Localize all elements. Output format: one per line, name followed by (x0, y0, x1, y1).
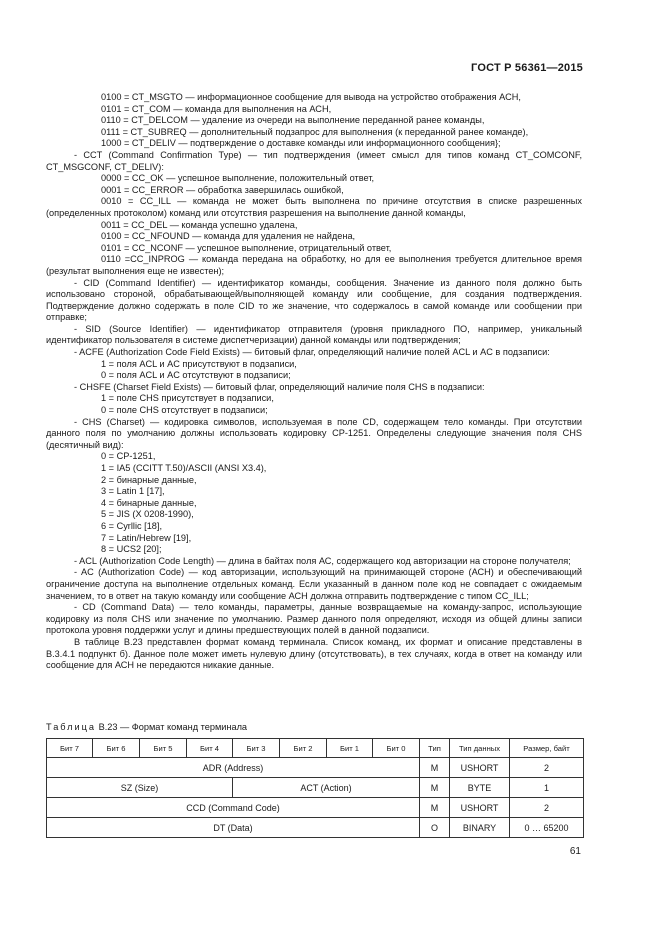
text-line: 0 = CP-1251, (101, 451, 156, 462)
header-cell: Бит 5 (140, 739, 187, 758)
text-line: - ACFE (Authorization Code Field Exists) — битовый флаг, определяющий наличие полей ACL и AC в подзаписи: (74, 347, 550, 358)
size-cell: 1 (510, 778, 584, 798)
type-cell: M (420, 778, 450, 798)
text-line: - CID (Command Identifier) — идентификатор команды, сообщения. Значение из данного поля должно быть использовано стороной, обрабатывающей/выполняющей команду или сообщение, для создания подтверждения. Подтверждение должно содержать в поле CID то же значение, что содержалось в самой команде или сообщении при отправке; (46, 277, 582, 323)
text-line: 0011 = CC_DEL — команда успешно удалена, (101, 219, 298, 230)
text-line: - CHS (Charset) — кодировка символов, используемая в поле CD, содержащем тело команды. При отсутствии данного поля по умолчанию должны использовать кодировку CP-1251. Определены следующие значения поля CHS (десятичный вид): (46, 416, 582, 450)
type-cell: M (420, 758, 450, 778)
type-cell: O (420, 818, 450, 838)
text-line: 0100 = CT_MSGTO — информационное сообщение для вывода на устройство отображения АСН, (101, 92, 521, 102)
text-line: 7 = Latin/Hebrew [19], (101, 532, 192, 543)
table-caption-prefix: Таблица (46, 722, 97, 732)
table-row (47, 778, 584, 798)
text-line: 5 = JIS (X 0208-1990), (101, 509, 194, 520)
text-line: 0001 = CC_ERROR — обработка завершилась ошибкой, (101, 184, 344, 195)
text-line: 1 = IA5 (CCITT T.50)/ASCII (ANSI X3.4), (101, 463, 267, 473)
header-cell: Бит 1 (327, 739, 373, 758)
field-cell: ACT (Action) (233, 778, 420, 798)
text-line: 0101 = CT_COM — команда для выполнения на АСН, (101, 103, 332, 114)
type-cell: M (420, 798, 450, 818)
table-caption (46, 722, 247, 732)
field-cell: CCD (Command Code) (47, 798, 420, 818)
text-line: 0110 =CC_INPROG — команда передана на обработку, но для ее выполнения требуется длительное время (результат выполнения еще не известен); (46, 254, 582, 276)
text-line: - AC (Authorization Code) — код авторизации, использующий на принимающей стороне (АСН) и обеспечивающий ограничение доступа на выполнение отдельных команд. Если указанный в данном поле код не совпадает с ожидаемым значением, то в ответ на такую команду или сообщение АСН должна отправить подтверждение с типом CC_ILL; (46, 567, 582, 601)
text-line: - CHSFE (Charset Field Exists) — битовый флаг, определяющий наличие поля CHS в подзаписи: (74, 381, 485, 392)
header-cell: Бит 2 (280, 739, 327, 758)
field-cell: SZ (Size) (47, 778, 233, 798)
header-cell: Тип данных (450, 739, 510, 758)
text-line: 0110 = CT_DELCOM — удаление из очереди на выполнение переданной ранее команды, (101, 115, 485, 126)
text-line: 6 = Cyrllic [18], (101, 520, 163, 531)
text-line: 0101 = CC_NCONF — успешное выполнение, отрицательный ответ, (101, 242, 392, 253)
size-cell: 0 … 65200 (510, 818, 584, 838)
header-cell: Тип (420, 739, 450, 758)
text-line: 0 = поле CHS отсутствует в подзаписи; (101, 405, 268, 416)
header-cell: Бит 4 (187, 739, 233, 758)
text-line: 1 = поля ACL и AC присутствуют в подзаписи, (101, 358, 297, 369)
data-type-cell: BINARY (450, 818, 510, 838)
header-cell: Бит 7 (47, 739, 93, 758)
text-line: В таблице В.23 представлен формат команд терминала. Список команд, их формат и описание представлены в В.3.4.1 подпункт б). Данное поле может иметь нулевую длину (отсутствовать), в тех случаях, когда в ответ на команду или сообщение для АСН не передаются никакие данные. (46, 636, 582, 671)
text-line: 0010 = CC_ILL — команда не может быть выполнена по причине отсутствия в списке разрешенных (определенных протоколом) команд или отсутствия разрешения на выполнение данной команды, (46, 196, 582, 218)
table-row (47, 758, 584, 778)
data-type-cell: USHORT (450, 798, 510, 818)
text-line: 1000 = CT_DELIV — подтверждение о доставке команды или информационного сообщения}; (101, 138, 501, 149)
table-row (47, 798, 584, 818)
text-line: - CD (Command Data) — тело команды, параметры, данные возвращаемые на команду-запрос, использующие кодировку из поля CHS или значение по умолчанию. Размер данного поля определяют, исходя из общей длины записи протокола уровня поддержки услуг и длины предшествующих полей в данной подзаписи. (46, 602, 582, 636)
header-cell: Бит 6 (93, 739, 140, 758)
body-text (46, 92, 582, 672)
data-type-cell: BYTE (450, 778, 510, 798)
table-row (47, 818, 584, 838)
text-line: 2 = бинарные данные, (101, 474, 197, 485)
text-line: 4 = бинарные данные, (101, 497, 197, 508)
header-cell: Бит 3 (233, 739, 280, 758)
text-line: - SID (Source Identifier) — идентификатор отправителя (уровня прикладного ПО, например, уникальный идентификатор пользователя в системе диспетчеризации) данной команды или подтверждения; (46, 323, 582, 346)
size-cell: 2 (510, 798, 584, 818)
field-cell: DT (Data) (47, 818, 420, 838)
text-line: 0000 = CC_OK — успешное выполнение, положительный ответ, (101, 173, 375, 184)
text-line: 0111 = CT_SUBREQ — дополнительный подзапрос для выполнения (к переданной ранее команде), (101, 126, 529, 137)
header-cell: Бит 0 (373, 739, 420, 758)
text-line: 3 = Latin 1 [17], (101, 486, 165, 497)
table-header-row (47, 739, 584, 758)
standard-header: ГОСТ Р 56361—2015 (471, 62, 583, 74)
terminal-command-format-table (46, 738, 584, 838)
header-cell: Размер, байт (510, 739, 584, 758)
field-cell: ADR (Address) (47, 758, 420, 778)
page-number: 61 (569, 846, 581, 857)
text-line: - CCT (Command Confirmation Type) — тип подтверждения (имеет смысл для типов команд CT_COMCONF, CT_MSGCONF, CT_DELIV): (46, 149, 582, 172)
size-cell: 2 (510, 758, 584, 778)
text-line: 1 = поле CHS присутствует в подзаписи, (101, 393, 274, 404)
table-caption-text: В.23 — Формат команд терминала (98, 722, 248, 732)
text-line: 0 = поля ACL и AC отсутствуют в подзаписи; (101, 370, 291, 381)
data-type-cell: USHORT (450, 758, 510, 778)
text-line: 8 = UCS2 [20]; (101, 544, 162, 555)
text-line: 0100 = CC_NFOUND — команда для удаления не найдена, (101, 231, 356, 242)
text-line: - ACL (Authorization Code Length) — длина в байтах поля АС, содержащего код авторизации на стороне получателя; (74, 555, 571, 566)
